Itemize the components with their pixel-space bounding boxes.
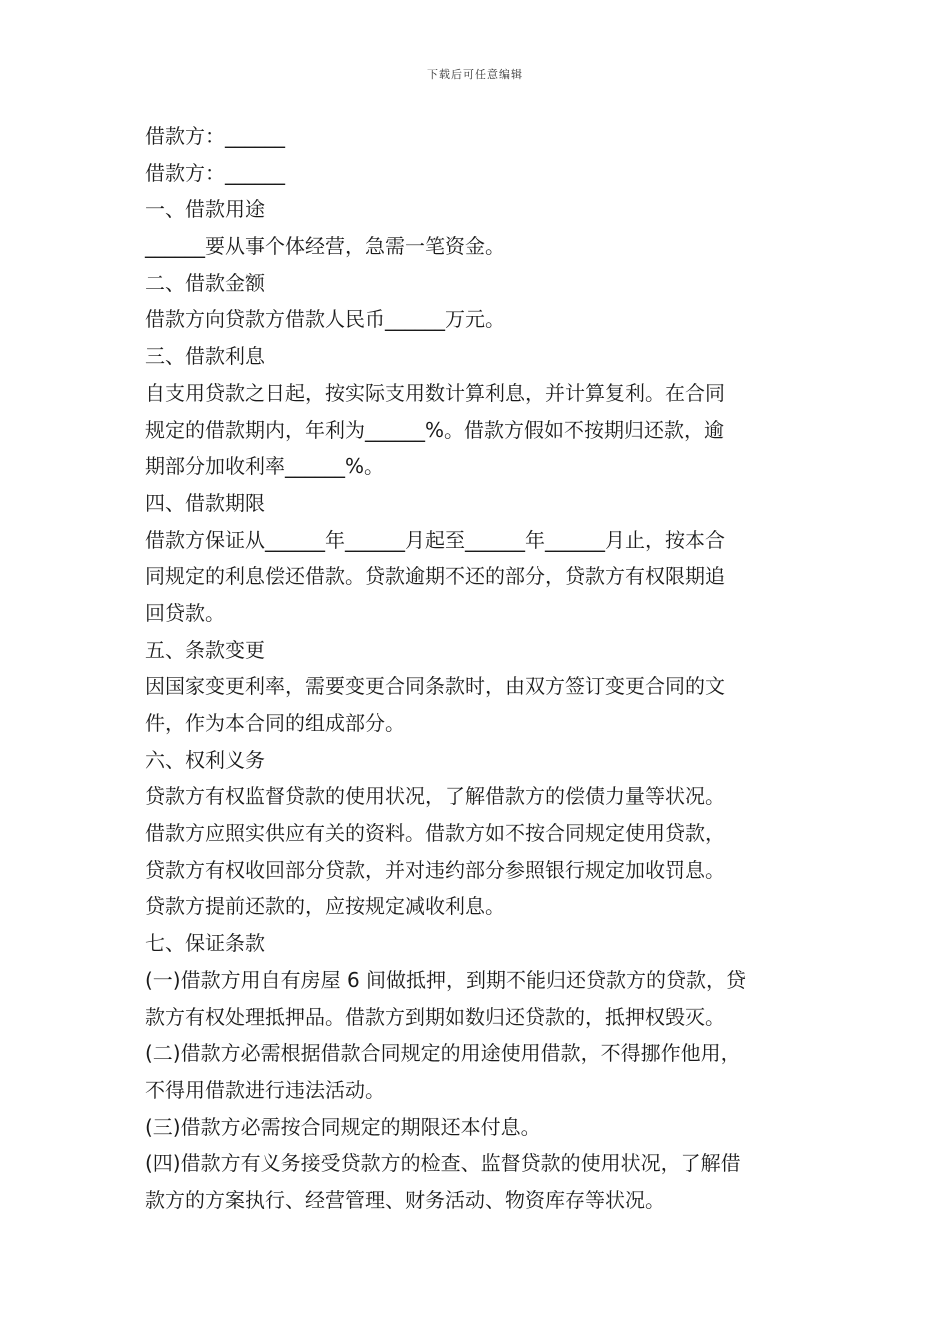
section-heading: 四、借款期限 [145, 490, 265, 515]
paragraph-line: 借款方应照实供应有关的资料。借款方如不按合同规定使用贷款， [145, 821, 725, 846]
section-heading: 六、权利义务 [145, 747, 265, 772]
paragraph-line: 因国家变更利率，需要变更合同条款时，由双方签订变更合同的文 [145, 674, 725, 699]
paragraph-line: 贷款方提前还款的，应按规定减收利息。 [145, 894, 505, 919]
paragraph-line: (三)借款方必需按合同规定的期限还本付息。 [145, 1114, 541, 1139]
paragraph-line: 贷款方有权监督贷款的使用状况，了解借款方的偿债力量等状况。 [145, 784, 725, 809]
section-heading: 七、保证条款 [145, 931, 265, 956]
paragraph-line: 件，作为本合同的组成部分。 [145, 711, 405, 735]
section-heading: 二、借款金额 [145, 270, 265, 295]
paragraph-line: 借款方保证从______年______月起至______年______月止，按本合 [145, 527, 725, 552]
section-heading: 三、借款利息 [145, 344, 265, 369]
paragraph-line: (二)借款方必需根据借款合同规定的用途使用借款，不得挪作他用， [145, 1041, 741, 1066]
paragraph-line: 同规定的利息偿还借款。贷款逾期不还的部分，贷款方有权限期追 [145, 564, 725, 589]
paragraph-line: (一)借款方用自有房屋 6 间做抵押，到期不能归还贷款方的贷款，贷 [145, 967, 747, 992]
lender-line: 借款方：______ [145, 124, 285, 148]
paragraph-line: 款方有权处理抵押品。借款方到期如数归还贷款的，抵押权毁灭。 [145, 1004, 725, 1029]
document-body [145, 118, 810, 1219]
paragraph-line: 借款方向贷款方借款人民币______万元。 [145, 307, 505, 332]
borrower-line: 借款方：______ [145, 160, 285, 185]
paragraph-line: 规定的借款期内，年利为______%。借款方假如不按期归还款，逾 [145, 417, 725, 442]
paragraph-line: (四)借款方有义务接受贷款方的检查、监督贷款的使用状况，了解借 [145, 1151, 741, 1176]
paragraph-line: ______要从事个体经营，急需一笔资金。 [145, 234, 505, 259]
section-heading: 五、条款变更 [145, 637, 265, 662]
paragraph-line: 回贷款。 [145, 600, 225, 625]
paragraph-line: 贷款方有权收回部分贷款，并对违约部分参照银行规定加收罚息。 [145, 857, 725, 882]
section-heading: 一、借款用途 [145, 197, 265, 222]
paragraph-line: 期部分加收利率______%。 [145, 454, 385, 479]
paragraph-line: 款方的方案执行、经营管理、财务活动、物资库存等状况。 [145, 1187, 665, 1212]
paragraph-line: 不得用借款进行违法活动。 [145, 1077, 385, 1102]
page-header: 下载后可任意编辑 [427, 68, 523, 81]
paragraph-line: 自支用贷款之日起，按实际支用数计算利息，并计算复利。在合同 [145, 380, 725, 405]
